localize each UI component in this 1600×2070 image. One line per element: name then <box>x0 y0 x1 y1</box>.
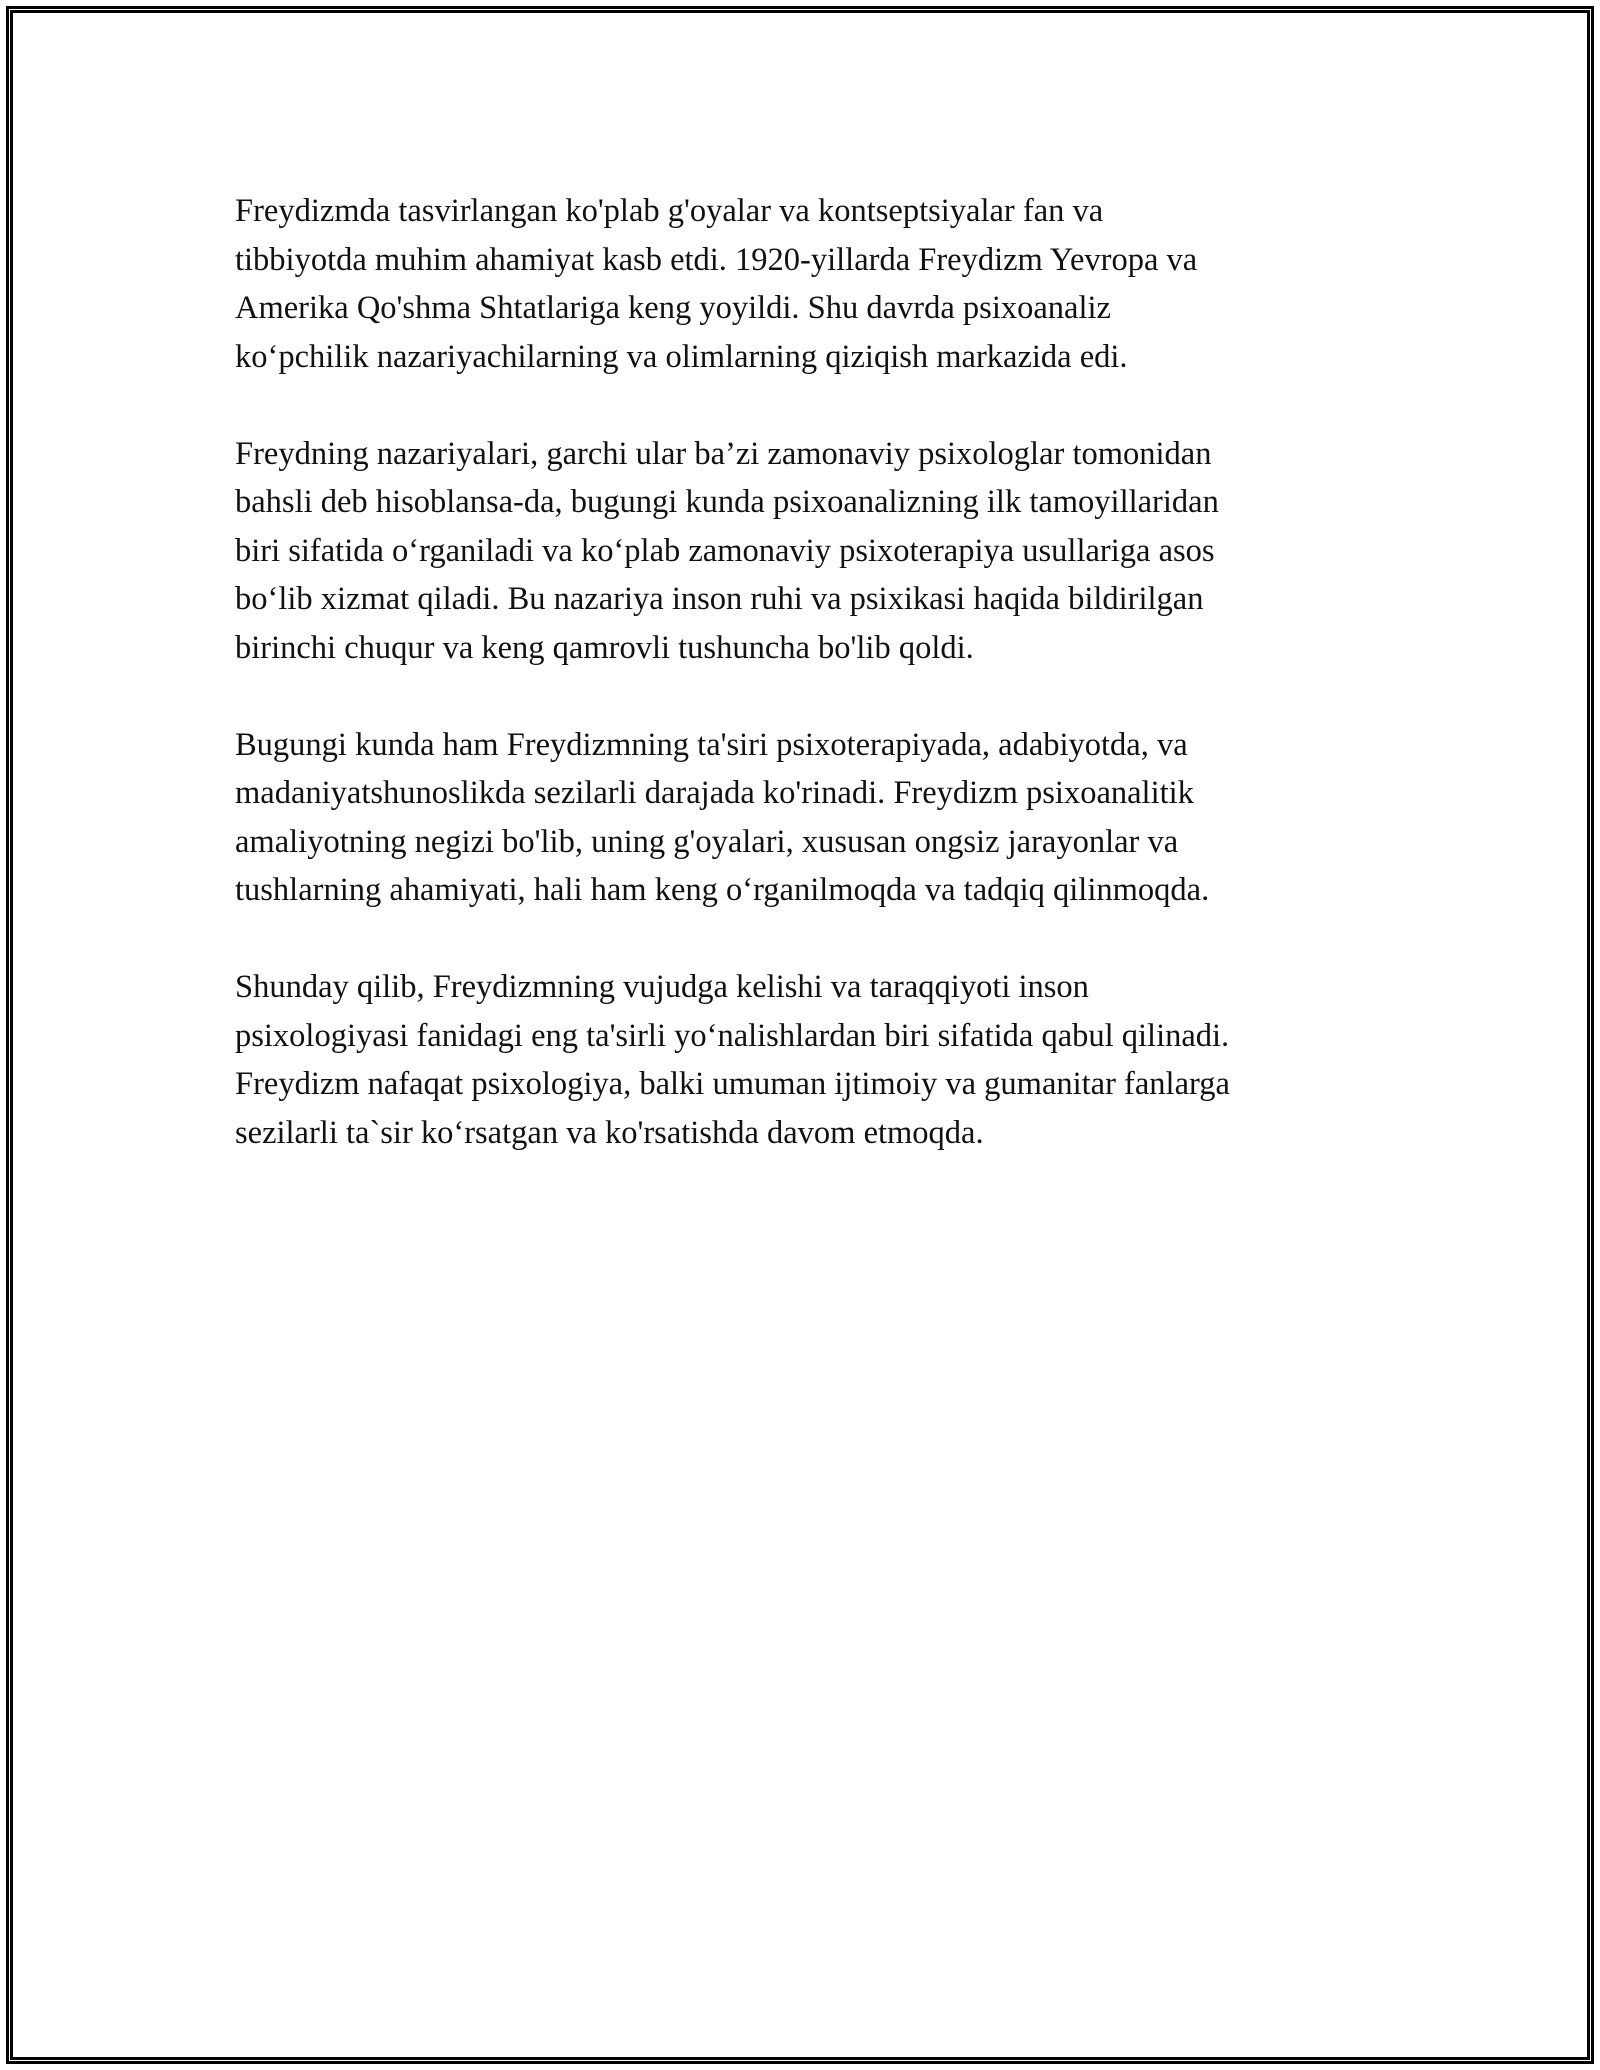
text-line: tushlarning ahamiyati, hali ham keng o‘rganilmoqda va tadqiq qilinmoqda. <box>235 872 1210 908</box>
paragraph-1 <box>235 187 1385 381</box>
text-line: amaliyotning negizi bo'lib, uning g'oyalari, xususan ongsiz jarayonlar va <box>235 823 1179 860</box>
text-line: Freydizm nafaqat psixologiya, balki umuman ijtimoiy va gumanitar fanlarga <box>235 1066 1230 1102</box>
paragraph-4 <box>235 963 1385 1157</box>
text-line: Freydning nazariyalari, garchi ular ba’zi zamonaviy psixologlar tomonidan <box>235 435 1212 472</box>
text-line: birinchi chuqur va keng qamrovli tushuncha bo'lib qoldi. <box>235 629 974 666</box>
paragraph-3 <box>235 721 1385 915</box>
text-line: Freydizmda tasvirlangan ko'plab g'oyalar va kontseptsiyalar fan va <box>235 193 1104 229</box>
text-line: ko‘pchilik nazariyachilarning va olimlarning qiziqish markazida edi. <box>235 338 1128 375</box>
text-line: biri sifatida o‘rganiladi va ko‘plab zamonaviy psixoterapiya usullariga asos <box>235 532 1215 569</box>
document-body <box>235 187 1385 1206</box>
text-line: Shunday qilib, Freydizmning vujudga kelishi va taraqqiyoti inson <box>235 969 1089 1005</box>
text-line: bo‘lib xizmat qiladi. Bu nazariya inson ruhi va psixikasi haqida bildirilgan <box>235 581 1204 617</box>
text-line: madaniyatshunoslikda sezilarli darajada ko'rinadi. Freydizm psixoanalitik <box>235 775 1194 811</box>
text-line: bahsli deb hisoblansa-da, bugungi kunda psixoanalizning ilk tamoyillaridan <box>235 484 1219 520</box>
text-line: tibbiyotda muhim ahamiyat kasb etdi. 1920-yillarda Freydizm Yevropa va <box>235 241 1198 278</box>
paragraph-2 <box>235 430 1385 673</box>
text-line: sezilarli ta`sir ko‘rsatgan va ko'rsatishda davom etmoqda. <box>235 1114 984 1151</box>
text-line: psixologiyasi fanidagi eng ta'sirli yo‘nalishlardan biri sifatida qabul qilinadi. <box>235 1017 1230 1054</box>
text-line: Amerika Qo'shma Shtatlariga keng yoyildi. Shu davrda psixoanaliz <box>235 290 1111 326</box>
text-line: Bugungi kunda ham Freydizmning ta'siri psixoterapiyada, adabiyotda, va <box>235 726 1188 763</box>
